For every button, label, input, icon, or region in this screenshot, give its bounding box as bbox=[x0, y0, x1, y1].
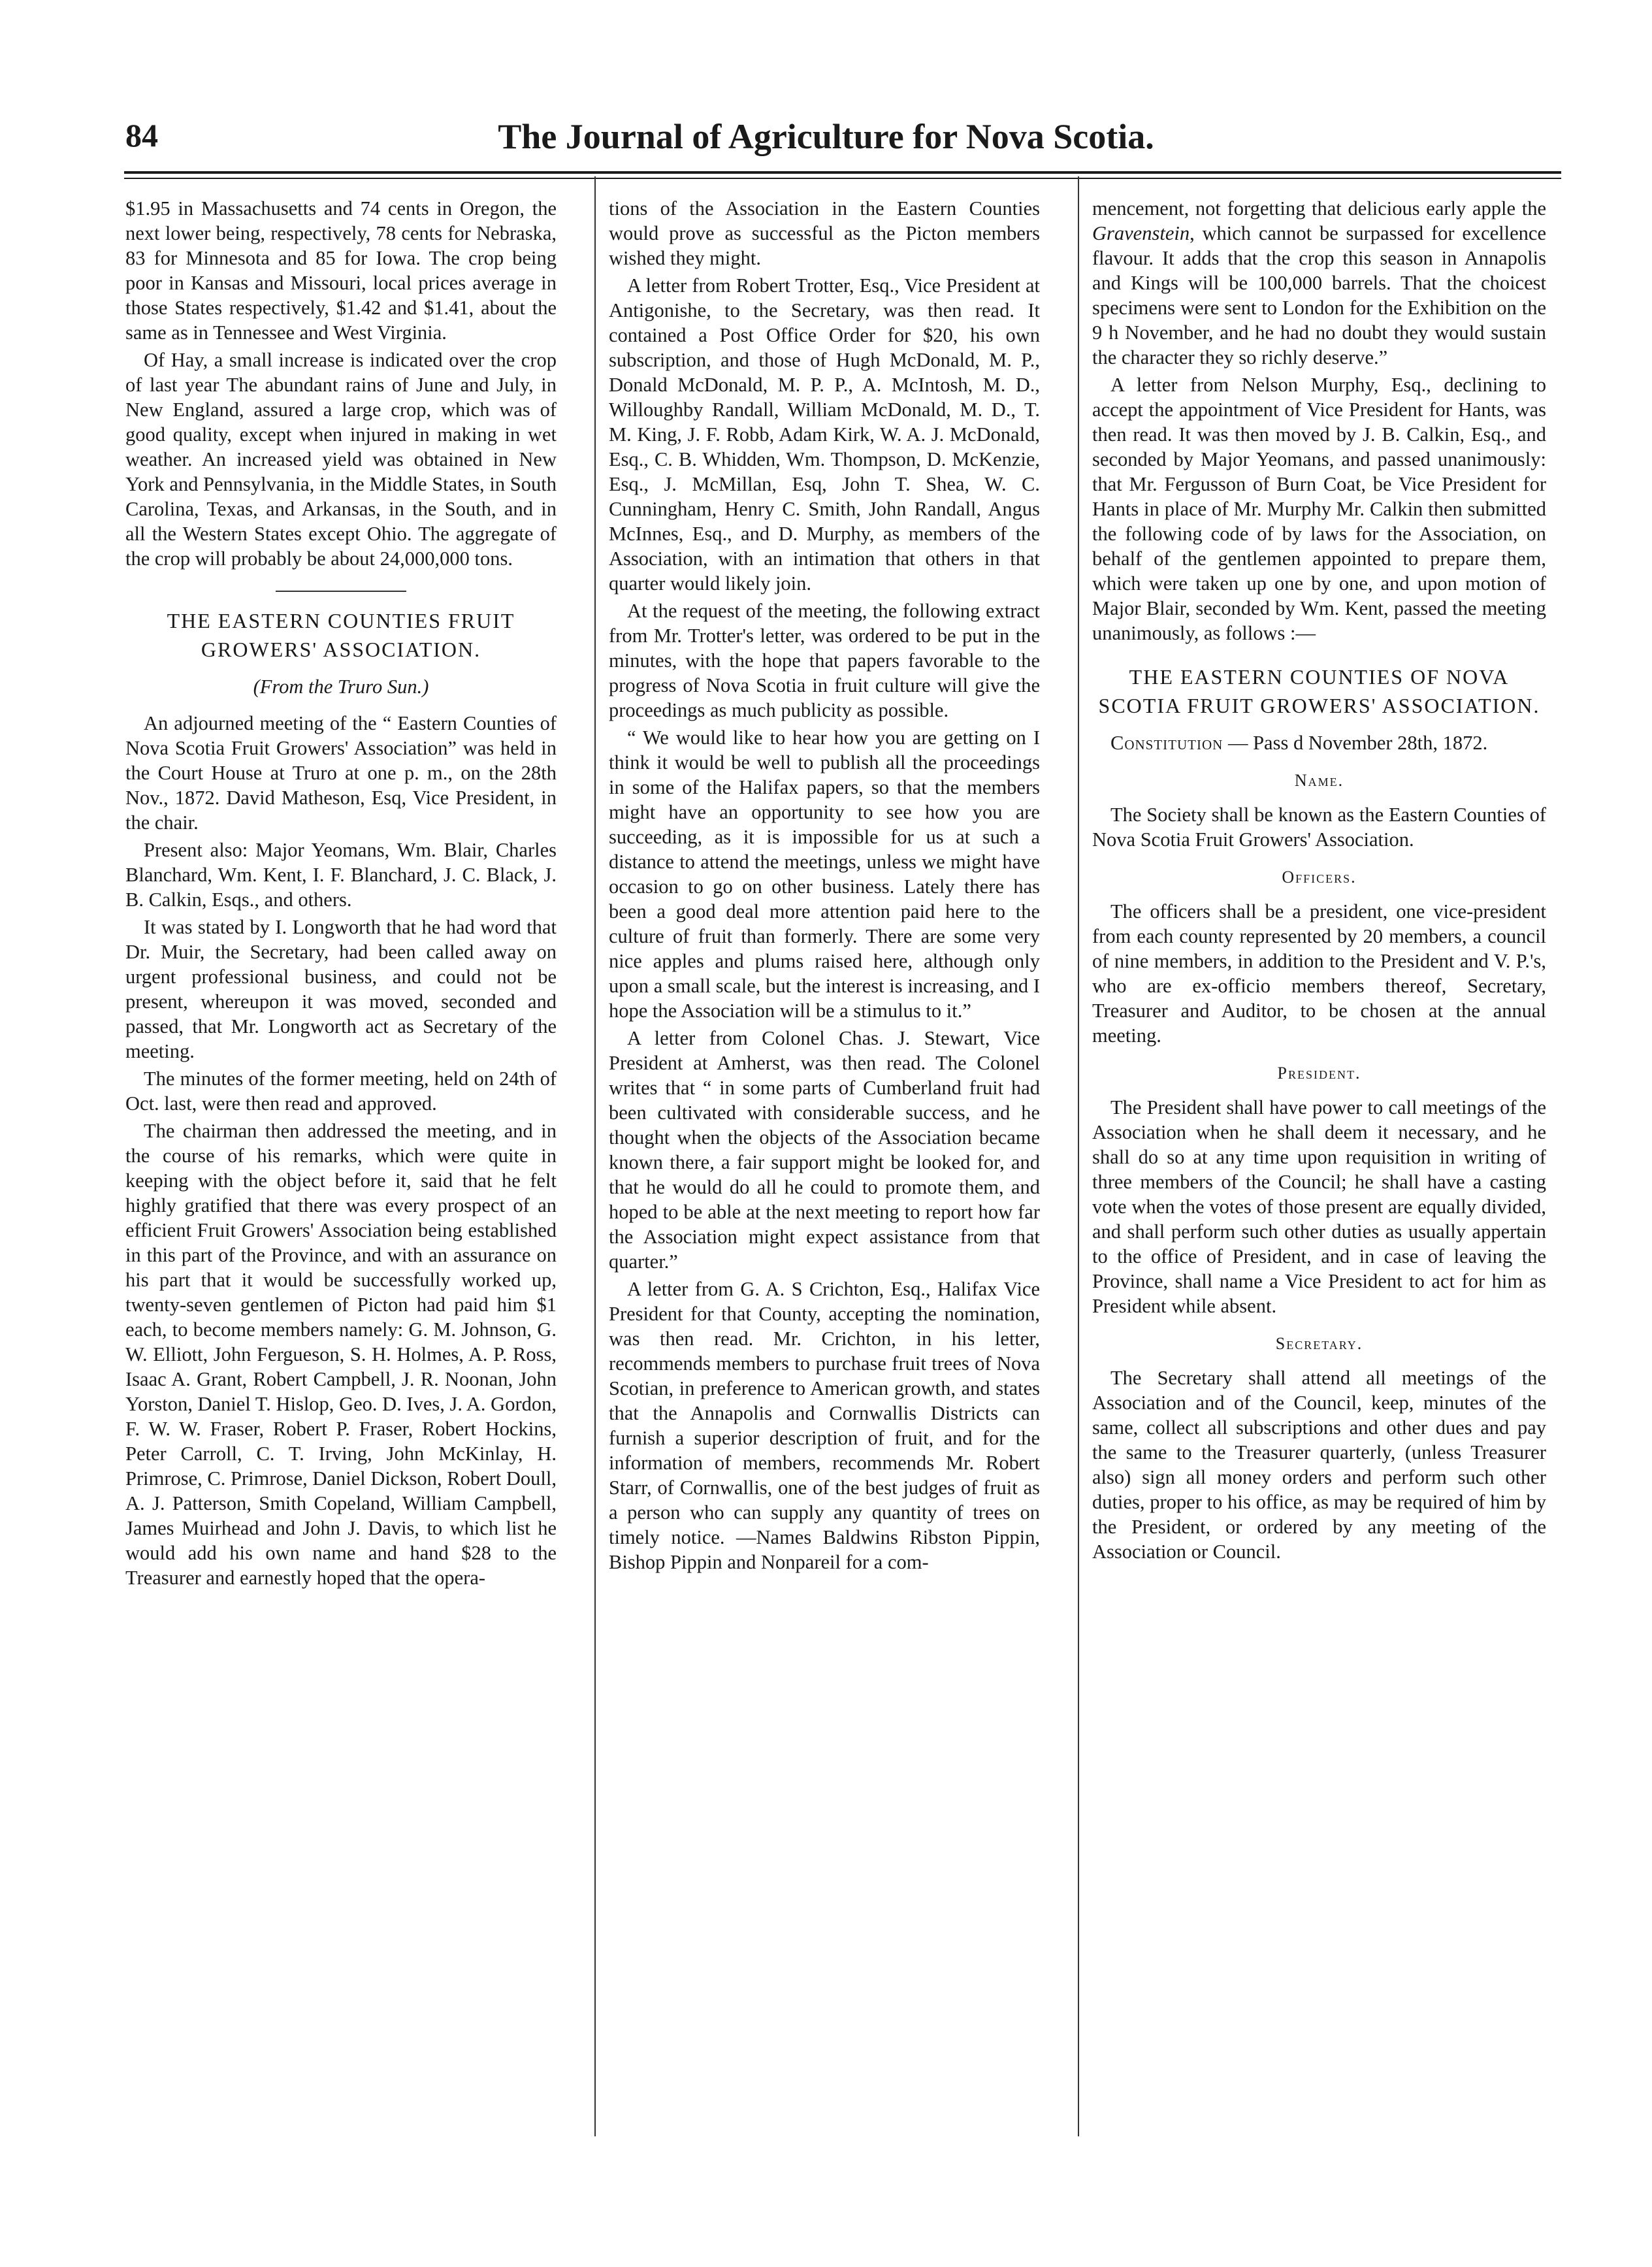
section-heading-secretary: Secretary. bbox=[1275, 1334, 1363, 1353]
column-3 bbox=[1092, 196, 1546, 1567]
running-title: The Journal of Agriculture for Nova Scotia. bbox=[498, 117, 1154, 156]
section-heading-officers: Officers. bbox=[1282, 868, 1357, 887]
paragraph: At the request of the meeting, the following extract from Mr. Trotter's letter, was ordered to be put in the minutes, with the hope that papers favorable to the progress of Nova Scotia in fruit culture will give the proceedings as much publicity as possible. bbox=[609, 600, 1040, 721]
text-span: , which cannot be surpassed for excellence flavour. It adds that the crop this season in Annapolis and Kings will be 100,000 barrels. That the choicest specimens were sent to London for the Exhibition on the 9 h November, and he had no doubt they would sustain the character they so richly deserve.” bbox=[1092, 222, 1546, 368]
paragraph: It was stated by I. Longworth that he had word that Dr. Muir, the Secretary, had been called away on urgent professional business, and could not be present, whereupon it was moved, seconded and passed, that Mr. Longworth act as Secretary of the meeting. bbox=[125, 916, 557, 1062]
header-rule-thin bbox=[124, 178, 1561, 179]
paragraph: $1.95 in Massachusetts and 74 cents in Oregon, the next lower being, respectively, 78 cents for Nebraska, 83 for Minnesota and 85 for Iowa. The crop being poor in Kansas and Missouri, local prices average in those States respectively, $1.42 and $1.41, about the same as in Tennessee and West Virginia. bbox=[125, 197, 557, 344]
constitution-label: Constitution bbox=[1110, 732, 1223, 754]
article-source: (From the Truro Sun.) bbox=[253, 676, 429, 698]
paragraph: A letter from Nelson Murphy, Esq., declining to accept the appointment of Vice President for Hants, was then read. It was then moved by J. B. Calkin, Esq., and seconded by Major Yeomans, and passed unanimously: that Mr. Fergusson of Burn Coat, be Vice President for Hants in place of Mr. Murphy Mr. Calkin then submitted the following code of by laws for the Association, on behalf of the gentlemen appointed to prepare them, which were taken up one by one, and upon motion of Major Blair, seconded by Wm. Kent, passed the meeting unanimously, as follows :— bbox=[1092, 374, 1546, 644]
paragraph: tions of the Association in the Eastern Counties would prove as successful as the Picton members wished they might. bbox=[609, 197, 1040, 269]
paragraph: A letter from G. A. S Crichton, Esq., Halifax Vice President for that County, accepting the nomination, was then read. Mr. Crichton, in his letter, recommends members to purchase fruit trees of Nova Scotian, in preference to American growth, and states that the Annapolis and Cornwallis Districts can furnish a superior description of fruit, and for the information of members, recommends Mr. Robert Starr, of Cornwallis, one of the best judges of fruit as a person who can supply any quantity of trees on timely notice. —Names Baldwins Ribston Pippin, Bishop Pippin and Nonpareil for a com- bbox=[609, 1278, 1040, 1573]
article-title: THE EASTERN COUNTIES FRUIT GROWERS' ASSOCIATION. bbox=[167, 609, 515, 661]
constitution-line bbox=[1092, 730, 1546, 755]
paragraph bbox=[1092, 196, 1546, 370]
column-2 bbox=[609, 196, 1040, 1577]
text-span: mencement, not forgetting that delicious early apple the bbox=[1092, 197, 1546, 220]
paragraph: The Society shall be known as the Eastern Counties of Nova Scotia Fruit Growers' Association. bbox=[1092, 804, 1546, 851]
paragraph: The Secretary shall attend all meetings of the Association and of the Council, keep, minutes of the same, collect all subscriptions and other dues and pay the same to the Treasurer quarterly, (unless Treasurer also) sign all money orders and perform such other duties, proper to his office, as may be required of him by the President, or ordered by any meeting of the Association or Council. bbox=[1092, 1367, 1546, 1563]
paragraph: Of Hay, a small increase is indicated over the crop of last year The abundant rains of June and July, in New England, assured a large crop, which was of good quality, except when injured in making in wet weather. An increased yield was obtained in New York and Pennsylvania, in the Middle States, in South Carolina, Texas, and Arkansas, in the South, and in all the Western States except Ohio. The aggregate of the crop will probably be about 24,000,000 tons. bbox=[125, 349, 557, 570]
page-number: 84 bbox=[125, 117, 158, 154]
paragraph: An adjourned meeting of the “ Eastern Counties of Nova Scotia Fruit Growers' Association” was held in the Court House at Truro at one p. m., on the 28th Nov., 1872. David Matheson, Esq, Vice President, in the chair. bbox=[125, 712, 557, 834]
column-divider-2 bbox=[1078, 176, 1079, 2136]
paragraph: A letter from Colonel Chas. J. Stewart, Vice President at Amherst, was then read. The Colonel writes that “ in some parts of Cumberland fruit had been cultivated with considerable success, and he thought when the objects of the Association became known there, a fair support might be looked for, and that he would do all he could to promote them, and hoped to be able at the next meeting to report how far the Association might expect assistance from that quarter.” bbox=[609, 1027, 1040, 1273]
paragraph: The minutes of the former meeting, held on 24th of Oct. last, were then read and approved. bbox=[125, 1068, 557, 1115]
paragraph: A letter from Robert Trotter, Esq., Vice President at Antigonishe, to the Secretary, was then read. It contained a Post Office Order for $20, his own subscription, and those of Hugh McDonald, M. P., Donald McDonald, M. P. P., A. McIntosh, M. D., Willoughby Randall, William McDonald, M. D., T. M. King, J. F. Robb, Adam Kirk, W. A. J. McDonald, Esq., C. B. Whidden, Wm. Thompson, D. McKenzie, Esq., J. McMillan, Esq, John T. Shea, W. C. Cunningham, Henry C. Smith, John Randall, Angus McInnes, Esq., and D. Murphy, as members of the Association, with an intimation that others in that quarter would likely join. bbox=[609, 274, 1040, 595]
column-1 bbox=[125, 196, 557, 1593]
constitution-title: THE EASTERN COUNTIES OF NOVA SCOTIA FRUIT GROWERS' ASSOCIATION. bbox=[1098, 665, 1540, 717]
paragraph: The chairman then addressed the meeting, and in the course of his remarks, which were quite in keeping with the object before it, said that he felt highly gratified that there was every prospect of an efficient Fruit Growers' Association being established in this part of the Province, and with an assurance on his part that it would be successfully worked up, twenty-seven gentlemen of Picton had paid him $1 each, to become members namely: G. M. Johnson, G. W. Elliott, John Fergueson, S. H. Holmes, A. P. Ross, Isaac A. Grant, Robert Campbell, J. R. Noonan, John Yorston, Daniel T. Hislop, Geo. D. Ives, J. A. Gordon, F. W. W. Fraser, Robert P. Fraser, Robert Hockins, Peter Carroll, C. T. Irving, John McKinlay, H. Primrose, C. Primrose, Daniel Dickson, Robert Doull, A. J. Patterson, Smith Copeland, William Campbell, James Muirhead and John J. Davis, to which list he would add his own name and hand $28 to the Treasurer and earnestly hoped that the opera- bbox=[125, 1120, 557, 1589]
header-rule-thick bbox=[124, 171, 1561, 174]
constitution-passed: — Pass d November 28th, 1872. bbox=[1223, 732, 1488, 754]
section-separator bbox=[276, 591, 406, 592]
column-divider-1 bbox=[594, 176, 596, 2136]
section-heading-name: Name. bbox=[1294, 771, 1344, 790]
paragraph: The officers shall be a president, one vice-president from each county represented by 20 members, a council of nine members, in addition to the President and V. P.'s, who are ex-officio members thereof, Secretary, Treasurer and Auditor, to be chosen at the annual meeting. bbox=[1092, 900, 1546, 1047]
section-heading-president: President. bbox=[1277, 1064, 1361, 1083]
apple-variety-name: Gravenstein bbox=[1092, 222, 1190, 244]
paragraph: “ We would like to hear how you are getting on I think it would be well to publish all the proceedings in some of the Halifax papers, so that the members might have an opportunity to see how you are succeeding, as it is impossible for us at such a distance to attend the meetings, unless we might have occasion to go on other business. Lately there has been a good deal more attention paid here to the culture of fruit than formerly. There are some very nice apples and plums raised here, although only upon a small scale, but the interest is increasing, and I hope the Association will be a stimulus to it.” bbox=[609, 726, 1040, 1022]
paragraph: The President shall have power to call meetings of the Association when he shall deem it necessary, and he shall do so at any time upon requisition in writing of three members of the Council; he shall have a casting vote when the votes of those present are equally divided, and shall perform such other duties as usually appertain to the office of President, and in case of leaving the Province, shall name a Vice President to act for him as President while absent. bbox=[1092, 1096, 1546, 1317]
paragraph: Present also: Major Yeomans, Wm. Blair, Charles Blanchard, Wm. Kent, I. F. Blanchard, J. C. Black, J. B. Calkin, Esqs., and others. bbox=[125, 839, 557, 911]
